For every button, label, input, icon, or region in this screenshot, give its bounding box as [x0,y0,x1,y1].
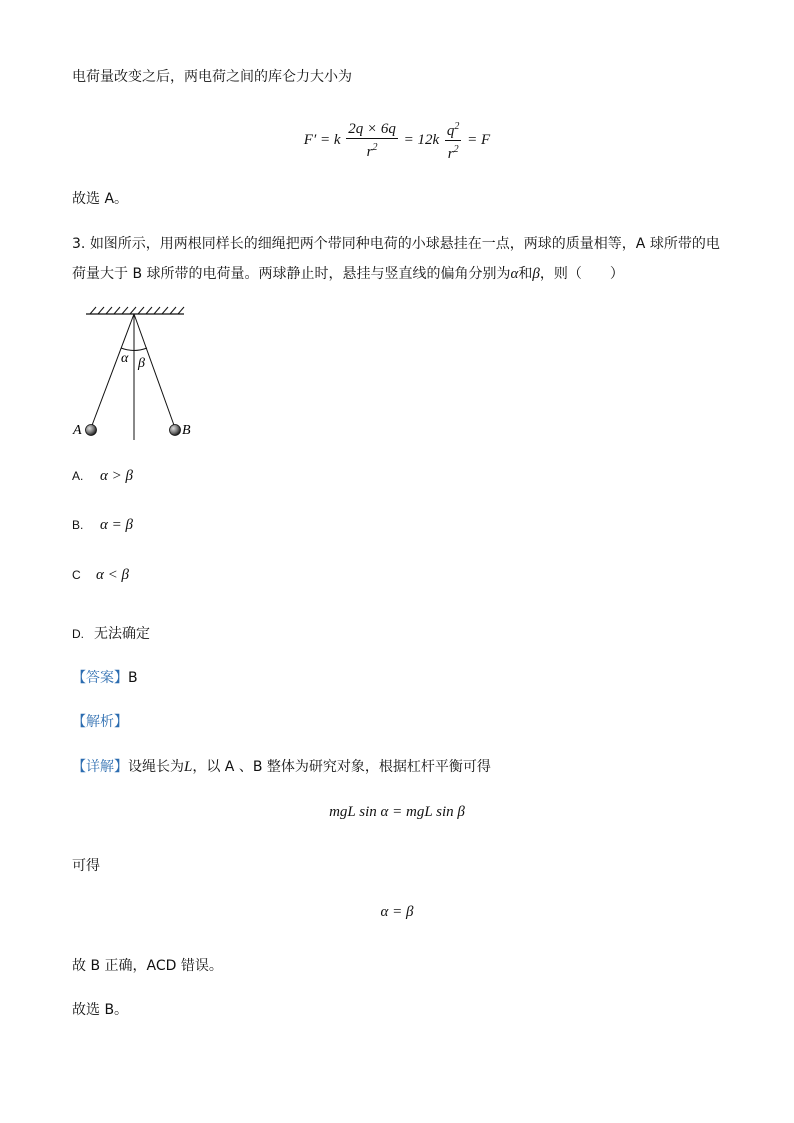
question-text-1: 如图所示，用两根同样长的细绳把两个带同种电荷的小球悬挂在一点，两球的质量相等，A 球所带的电 [89,236,720,252]
detail-text-a: 设绳长为 [128,759,184,775]
previous-choice: 故选 A。 [72,191,129,207]
can-get-text: 可得 [72,858,100,874]
fraction-1-numerator: 2q × 6q [348,121,396,137]
option-a-text: α > β [100,468,133,484]
conclusion-text: 故 B 正确，ACD 错误。 [72,958,223,974]
detail-tag: 【详解】 [72,759,128,775]
detail-line [72,756,491,776]
option-c-letter: C [72,568,81,582]
answer-tag: 【答案】 [72,670,128,686]
string-b [134,314,175,428]
label-b: B [182,423,191,438]
answer-line [72,667,138,687]
formula-fraction-2 [445,118,462,163]
question-line-1 [72,233,720,253]
string-a [91,314,134,428]
ball-b [170,425,181,436]
formula-lhs: F′ = k [303,131,341,148]
pendulum-figure [68,304,208,444]
question-number: 3. [72,236,86,252]
fraction-2-denominator: $r^2$ [447,144,459,162]
label-a: A [73,423,82,438]
question-text-3: ，则（ ） [539,266,624,282]
var-l: L [184,759,193,775]
label-alpha: α [121,351,129,366]
beta-symbol: β [532,266,540,282]
option-b-text: α = β [100,517,133,533]
ball-a [86,425,97,436]
option-d-letter: D. [72,627,84,641]
formula-tail: = F [467,131,491,148]
question-line-2: 荷量大于 B 球所带的电荷量。两球静止时，悬挂与竖直线的偏角分别为α和β，则（ ） [72,266,624,282]
option-a-letter: A. [72,469,84,483]
answer-value: B [128,670,138,686]
coulomb-formula [0,118,794,163]
fraction-2-numerator: $q^2$ [445,118,462,141]
option-c-text: α < β [96,567,129,583]
option-d[interactable] [72,623,150,643]
result-equation: α = β [380,904,414,920]
alpha-symbol: α [510,266,519,282]
option-a[interactable] [72,468,133,485]
torque-equation: mgL sin α = mgL sin β [329,804,465,820]
detail-text-b: ，以 A 、B 整体为研究对象，根据杠杆平衡可得 [192,759,491,775]
intro-text: 电荷量改变之后，两电荷之间的库仑力大小为 [72,69,352,85]
formula-mid: = 12k [403,131,440,148]
option-c[interactable] [72,567,129,584]
final-choice: 故选 B。 [72,1002,129,1018]
formula-fraction-1 [346,120,398,161]
option-d-text: 无法确定 [94,626,150,642]
fraction-1-denominator: $r^2$ [366,142,378,160]
analysis-tag: 【解析】 [72,714,128,730]
ceiling-hatching [90,307,184,314]
label-beta: β [138,356,145,371]
option-b[interactable] [72,517,133,534]
option-b-letter: B. [72,518,84,532]
question-text-2: 荷量大于 B 球所带的电荷量。两球静止时，悬挂与竖直线的偏角分别为 [72,266,511,282]
